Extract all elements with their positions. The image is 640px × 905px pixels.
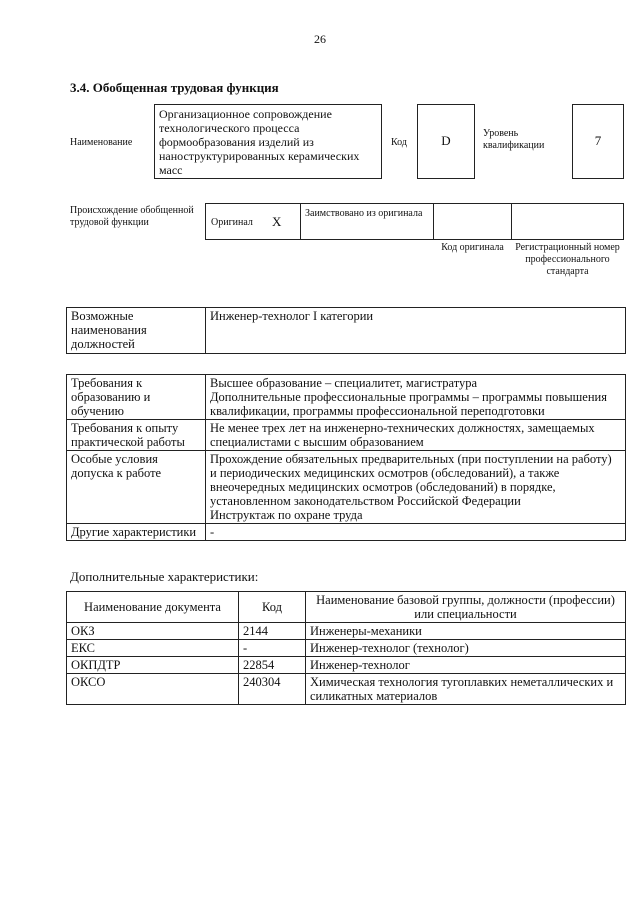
original-code-cell — [433, 203, 512, 240]
additional-title: Дополнительные характеристики: — [70, 569, 259, 584]
level-label: Уровень квалификации — [483, 128, 545, 151]
other-value: - — [206, 524, 626, 541]
origin-label: Происхождение обобщенной трудовой функции — [70, 205, 194, 228]
table-row — [67, 657, 626, 674]
original-label: Оригинал — [211, 217, 253, 228]
education-line-2: Дополнительные профессиональные программы – программы повышения квалификации, программы профессиональной переподготовки — [210, 390, 607, 418]
reg-number-cell — [511, 203, 624, 240]
additional-table — [66, 591, 626, 705]
education-value — [206, 375, 626, 420]
original-cell — [205, 203, 301, 240]
function-name-value: Организационное сопровождение технологического процесса формообразования изделий из наноструктурированных керамических масс — [159, 107, 360, 177]
code-box — [417, 104, 475, 179]
table-row — [67, 375, 626, 420]
row-code: 2144 — [239, 623, 306, 640]
row-group: Инженер-технолог (технолог) — [306, 640, 626, 657]
other-label: Другие характеристики — [67, 524, 206, 541]
table-row — [67, 674, 626, 705]
header-code: Код — [239, 592, 306, 623]
row-code: 22854 — [239, 657, 306, 674]
table-row — [67, 451, 626, 524]
row-doc: ОКЗ — [67, 623, 239, 640]
borrowed-label: Заимствовано из оригинала — [305, 208, 423, 219]
positions-value: Инженер-технолог I категории — [206, 308, 626, 354]
conditions-line-2: Инструктаж по охране труда — [210, 508, 363, 522]
section-title: 3.4. Обобщенная трудовая функция — [70, 80, 279, 95]
conditions-value — [206, 451, 626, 524]
positions-table — [66, 307, 626, 354]
conditions-label: Особые условия допуска к работе — [67, 451, 206, 524]
row-doc: ОКСО — [67, 674, 239, 705]
row-group: Химическая технология тугоплавких неметаллических и силикатных материалов — [306, 674, 626, 705]
conditions-line-1: Прохождение обязательных предварительных (при поступлении на работу) и периодических медицинских осмотров (обследований), а также внеочередных медицинских осмотров (обследований) в порядке, установленном законодательством Российской Федерации — [210, 452, 612, 508]
code-label: Код — [391, 137, 407, 148]
header-document: Наименование документа — [67, 592, 239, 623]
code-original-caption: Код оригинала — [441, 242, 504, 253]
header-group: Наименование базовой группы, должности (профессии) или специальности — [306, 592, 626, 623]
level-value: 7 — [594, 133, 602, 148]
table-row — [67, 524, 626, 541]
positions-label: Возможные наименования должностей — [67, 308, 206, 354]
original-mark: X — [272, 214, 282, 229]
table-row — [67, 623, 626, 640]
table-row — [67, 420, 626, 451]
level-box — [572, 104, 624, 179]
experience-label: Требования к опыту практической работы — [67, 420, 206, 451]
requirements-table — [66, 374, 626, 541]
borrowed-cell — [300, 203, 434, 240]
row-group: Инженер-технолог — [306, 657, 626, 674]
code-value: D — [441, 133, 451, 148]
education-line-1: Высшее образование – специалитет, магистратура — [210, 376, 478, 390]
function-name-box — [154, 104, 382, 179]
name-label: Наименование — [70, 137, 133, 148]
page-number: 26 — [314, 32, 326, 46]
table-header-row — [67, 592, 626, 623]
row-code: - — [239, 640, 306, 657]
experience-value: Не менее трех лет на инженерно-технических должностях, замещаемых специалистами с высшим образованием — [206, 420, 626, 451]
row-doc: ОКПДТР — [67, 657, 239, 674]
education-label: Требования к образованию и обучению — [67, 375, 206, 420]
row-doc: ЕКС — [67, 640, 239, 657]
table-row — [67, 640, 626, 657]
row-group: Инженеры-механики — [306, 623, 626, 640]
row-code: 240304 — [239, 674, 306, 705]
reg-number-caption: Регистрационный номер профессионального стандарта — [515, 242, 620, 277]
